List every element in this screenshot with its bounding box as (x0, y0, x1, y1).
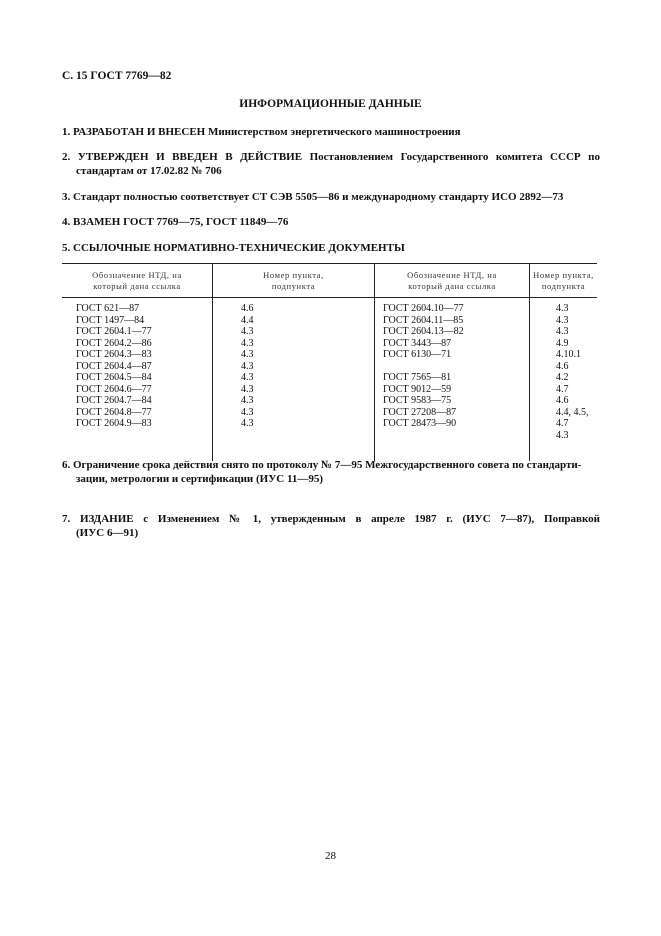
info-item-5: 5. ССЫЛОЧНЫЕ НОРМАТИВНО-ТЕХНИЧЕСКИЕ ДОКУМЕНТЫ (62, 242, 405, 254)
references-table (62, 263, 597, 461)
header-doc-left-line2: который дана ссылка (93, 281, 181, 291)
info-item-6: 6. Ограничение срока действия снято по протоколу № 7—95 Межгосударственного совета по стандарти- (62, 459, 582, 471)
header-doc-right-line1: Обозначение НТД, на (407, 270, 497, 280)
header-point-right-line1: Номер пункта, (533, 270, 594, 280)
header-point-left (213, 264, 375, 298)
info-item-7: 7. ИЗДАНИЕ с Изменением № 1, утвержденным в апреле 1987 г. (ИУС 7—87), Поправкой (62, 513, 600, 525)
section-title: ИНФОРМАЦИОННЫЕ ДАННЫЕ (239, 98, 422, 110)
header-doc-left (62, 264, 213, 298)
header-doc-right (375, 264, 530, 298)
header-doc-right-line2: который дана ссылка (408, 281, 496, 291)
info-item-3: 3. Стандарт полностью соответствует СТ СЭВ 5505—86 и международному стандарту ИСО 2892—73 (62, 191, 564, 203)
info-item-1: 1. РАЗРАБОТАН И ВНЕСЕН Министерством энергетического машиностроения (62, 126, 461, 138)
right-doc-column: ГОСТ 2604.10—77 ГОСТ 2604.11—85 ГОСТ 2604.13—82 ГОСТ 3443—87 ГОСТ 6130—71 ГОСТ 7565—81 ГОСТ 9012—59 ГОСТ 9583—75 ГОСТ 27208—87 ГОСТ 28473—90 (375, 298, 530, 462)
info-item-2: 2. УТВЕРЖДЕН И ВВЕДЕН В ДЕЙСТВИЕ Постановлением Государственного комитета СССР по (62, 151, 600, 163)
info-item-2-continuation: стандартам от 17.02.82 № 706 (76, 165, 222, 177)
table-row (62, 298, 597, 462)
header-doc-left-line1: Обозначение НТД, на (92, 270, 182, 280)
table-header-row (62, 264, 597, 298)
info-item-6-continuation: зации, метрологии и сертификации (ИУС 11—95) (76, 473, 324, 485)
header-point-right-line2: подпункта (541, 281, 586, 291)
left-doc-column: ГОСТ 621—87 ГОСТ 1497—84 ГОСТ 2604.1—77 ГОСТ 2604.2—86 ГОСТ 2604.3—83 ГОСТ 2604.4—87 ГОСТ 2604.5—84 ГОСТ 2604.6—77 ГОСТ 2604.7—84 ГОСТ 2604.8—77 ГОСТ 2604.9—83 (76, 303, 152, 429)
info-item-4: 4. ВЗАМЕН ГОСТ 7769—75, ГОСТ 11849—76 (62, 216, 289, 228)
info-item-7-continuation: (ИУС 6—91) (76, 527, 139, 539)
left-point-column: 4.6 4.4 4.3 4.3 4.3 4.3 4.3 4.3 4.3 4.3 4.3 (213, 298, 375, 462)
header-point-left-line1: Номер пункта, (263, 270, 324, 280)
page-header: С. 15 ГОСТ 7769—82 (62, 70, 172, 82)
header-point-right (530, 264, 598, 298)
page-number: 28 (325, 850, 336, 862)
header-point-left-line2: подпункта (271, 281, 316, 291)
right-point-column: 4.3 4.3 4.3 4.9 4.10.1 4.6 4.2 4.7 4.6 4.4, 4.5, 4.7 4.3 (530, 298, 598, 462)
